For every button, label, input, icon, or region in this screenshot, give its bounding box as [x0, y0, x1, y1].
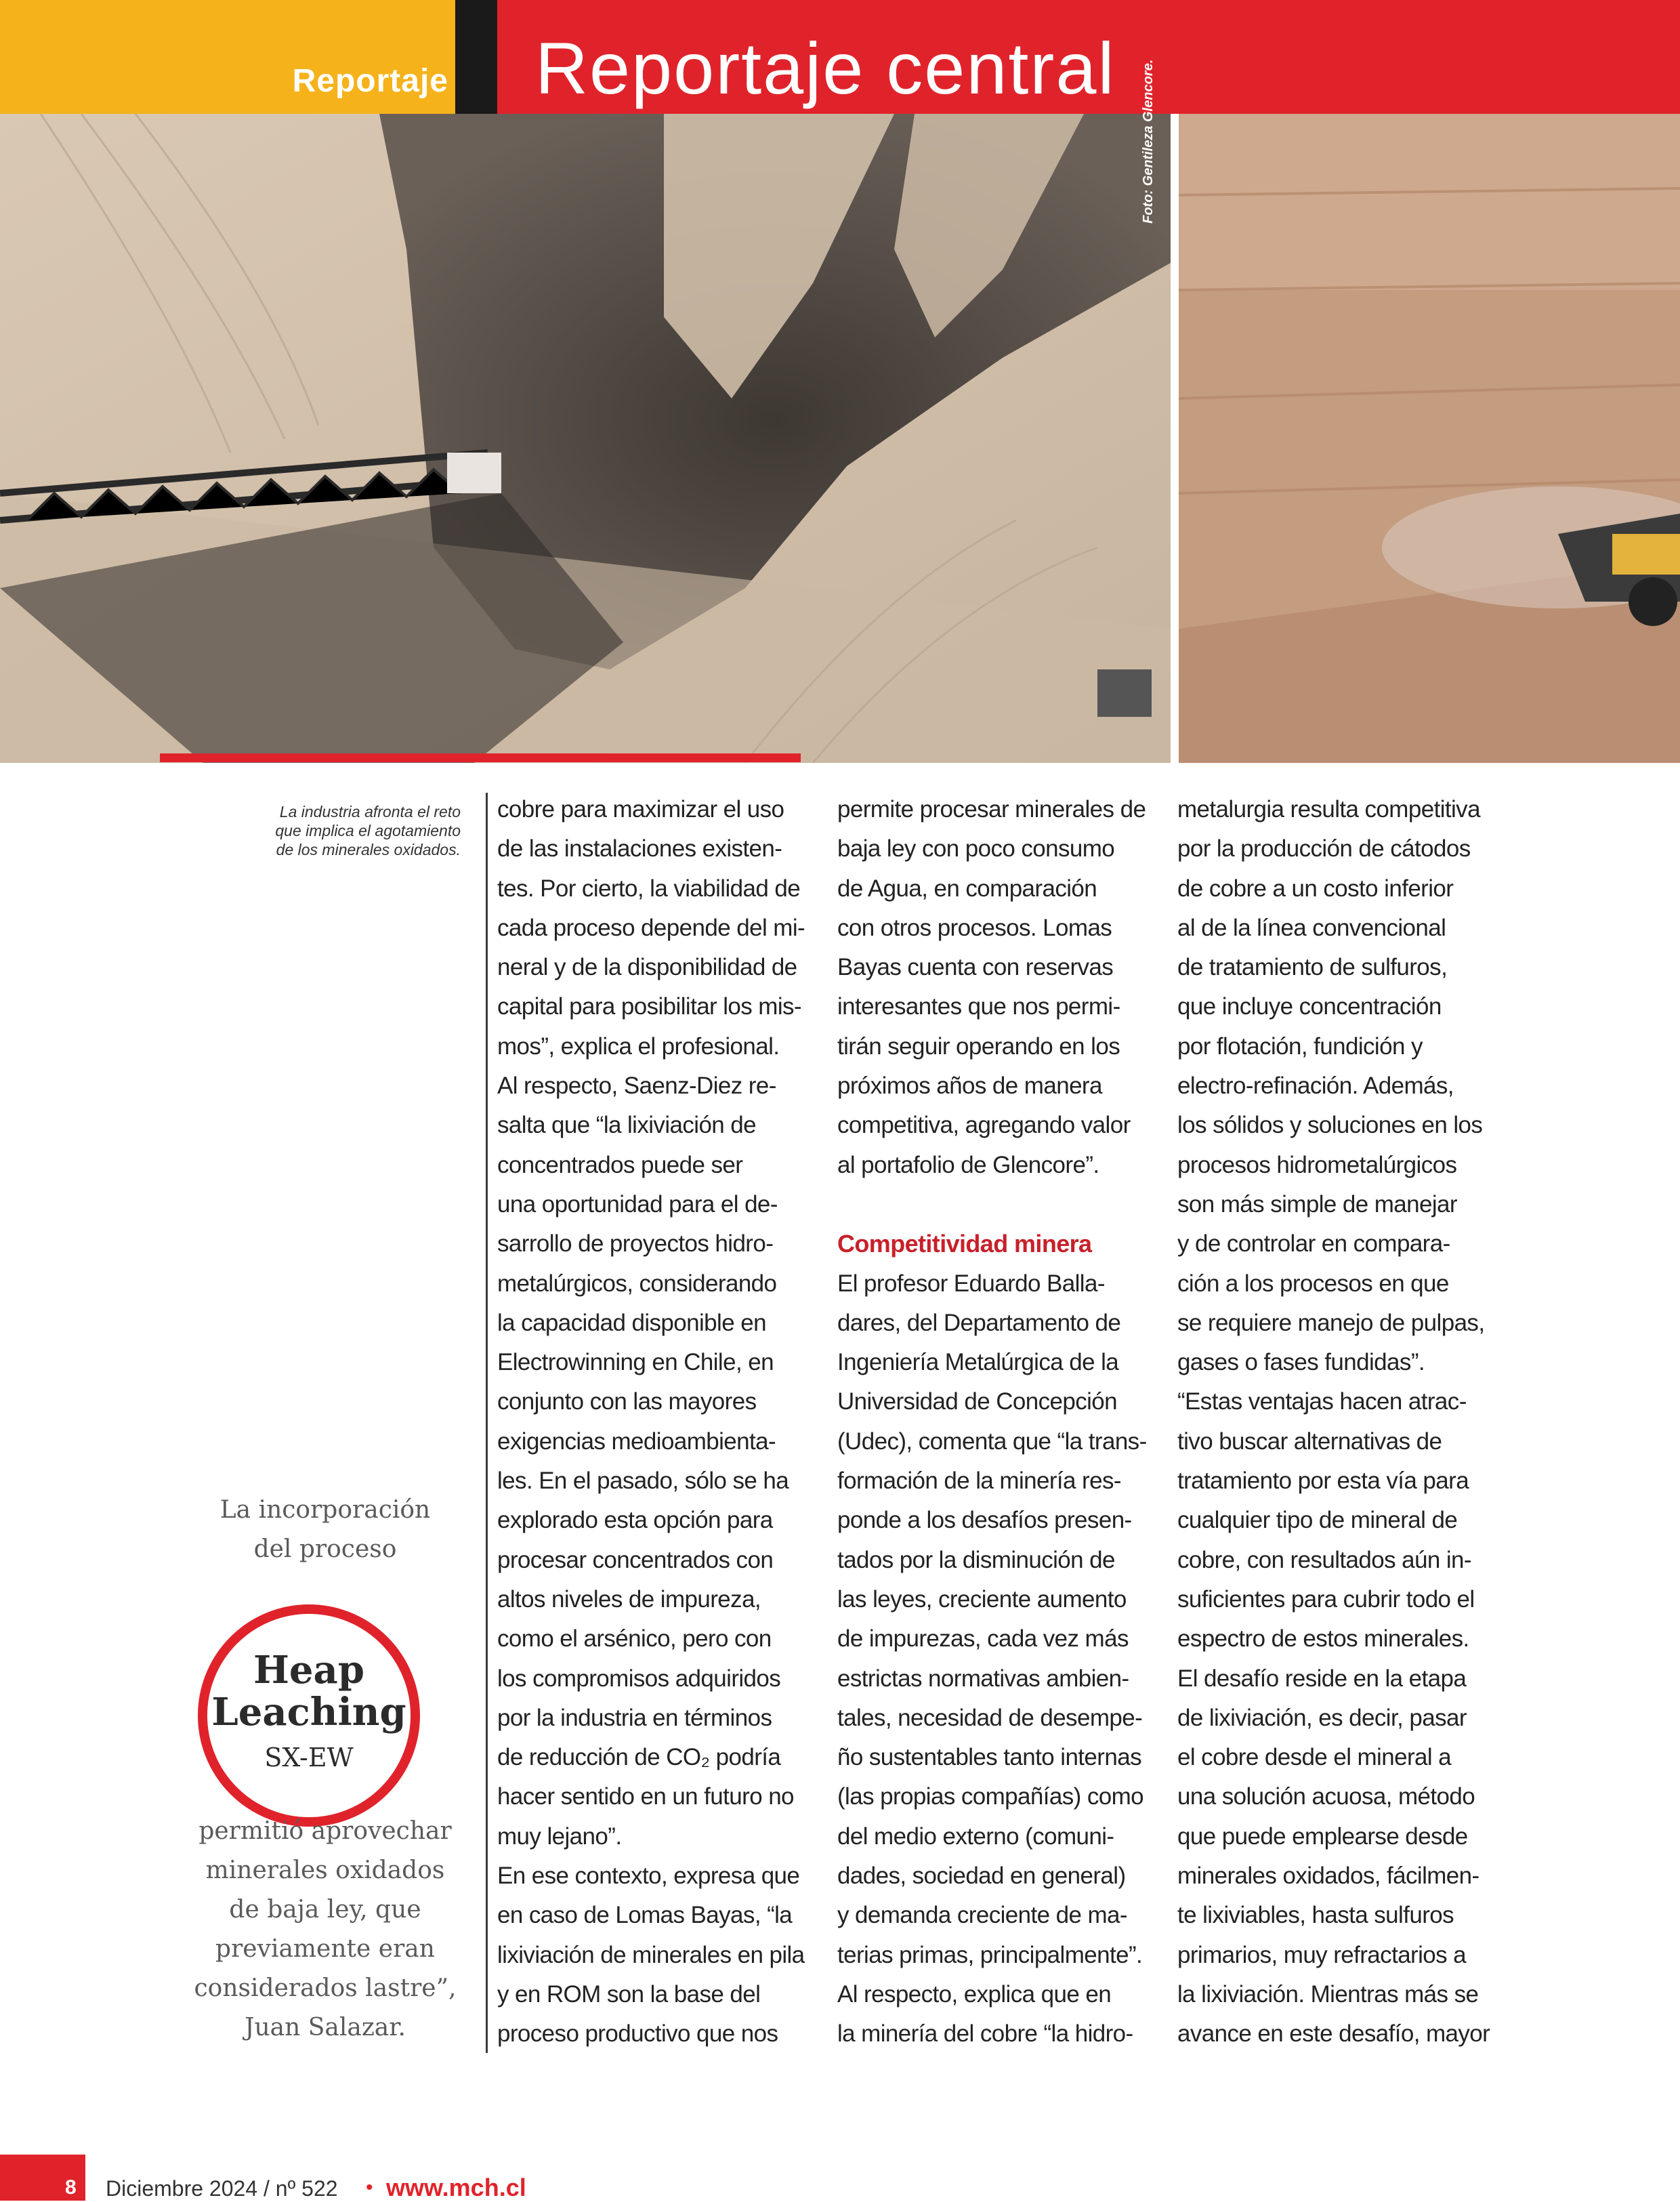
text-line: del medio externo (comuni- — [837, 1823, 1114, 1850]
website-link[interactable]: www.mch.cl — [386, 2174, 526, 2201]
caption-line: que implica el agotamiento — [275, 822, 461, 839]
article-column-3 — [1177, 790, 1490, 2054]
text-line: conjunto con las mayores — [497, 1388, 757, 1415]
text-line: Ingeniería Metalúrgica de la — [837, 1349, 1119, 1376]
text-line: metalurgia resulta competitiva — [1177, 796, 1480, 823]
text-line: tratamiento por esta vía para — [1177, 1468, 1469, 1495]
text-line: formación de la minería res- — [837, 1468, 1121, 1495]
issue-info: Diciembre 2024 / nº 522 — [106, 2176, 338, 2201]
pull-quote-line: del proceso — [253, 1535, 397, 1563]
text-line: electro-refinación. Además, — [1177, 1073, 1454, 1100]
caption-line: de los minerales oxidados. — [276, 841, 461, 858]
text-line: espectro de estos minerales. — [1177, 1625, 1469, 1653]
text-line: que puede emplearse desde — [1177, 1823, 1468, 1850]
text-line: permite procesar minerales de — [837, 796, 1146, 823]
text-line: estrictas normativas ambien- — [837, 1665, 1129, 1692]
pull-quote-line: previamente eran — [215, 1935, 435, 1963]
text-line: la capacidad disponible en — [497, 1309, 766, 1336]
text-line: de cobre a un costo inferior — [1177, 875, 1454, 902]
badge-line-sxew: SX-EW — [264, 1743, 354, 1772]
text-line: exigencias medioambienta- — [497, 1428, 776, 1455]
heap-leaching-badge — [198, 1604, 420, 1827]
text-line: El profesor Eduardo Balla- — [837, 1270, 1105, 1297]
text-line: “Estas ventajas hacen atrac- — [1177, 1388, 1467, 1415]
text-line: sarrollo de proyectos hidro- — [497, 1230, 774, 1258]
text-line: metalúrgicos, considerando — [497, 1270, 777, 1297]
text-line: los compromisos adquiridos — [497, 1665, 781, 1692]
text-line: (Udec), comenta que “la trans- — [837, 1428, 1147, 1455]
text-line: altos niveles de impureza, — [497, 1585, 761, 1613]
text-line: explorado esta opción para — [497, 1507, 773, 1534]
text-line: de reducción de CO₂ podría — [497, 1744, 781, 1771]
text-line: salta que “la lixiviación de — [497, 1112, 757, 1139]
text-line: ción a los procesos en que — [1177, 1270, 1449, 1297]
text-line: y demanda creciente de ma- — [837, 1902, 1127, 1929]
text-line: tivo buscar alternativas de — [1177, 1428, 1442, 1455]
text-line: gases o fases fundidas”. — [1177, 1349, 1425, 1376]
text-line: competitiva, agregando valor — [837, 1112, 1131, 1139]
text-line: cualquier tipo de mineral de — [1177, 1507, 1458, 1534]
text-line: primarios, muy refractarios a — [1177, 1941, 1467, 1968]
text-line: cobre para maximizar el uso — [497, 796, 784, 823]
text-line: de tratamiento de sulfuros, — [1177, 954, 1448, 981]
text-line: tes. Por cierto, la viabilidad de — [497, 875, 801, 902]
badge-line-leaching: Leaching — [211, 1690, 406, 1734]
text-line: la minería del cobre “la hidro- — [837, 2020, 1133, 2048]
text-line: lixiviación de minerales en pila — [497, 1941, 805, 1968]
text-line: suficientes para cubrir todo el — [1177, 1585, 1475, 1613]
photo-credit: Foto: Gentileza Glencore. — [1141, 59, 1156, 224]
text-line: dares, del Departamento de — [837, 1309, 1121, 1336]
text-line: al portafolio de Glencore”. — [837, 1151, 1099, 1178]
subheading: Competitividad minera — [837, 1230, 1092, 1258]
pull-quote-line: considerados lastre”, — [194, 1974, 457, 2002]
pull-quote-body — [169, 1812, 481, 2048]
text-line: les. En el pasado, sólo se ha — [497, 1468, 789, 1495]
section-tag: Reportaje — [292, 63, 448, 99]
photo-caption — [257, 802, 461, 859]
page-number: 8 — [65, 2176, 77, 2199]
pull-quote-line: Juan Salazar. — [245, 2014, 406, 2041]
text-line: Bayas cuenta con reservas — [837, 954, 1114, 981]
text-line: de impurezas, cada vez más — [837, 1625, 1129, 1653]
text-line: procesos hidrometalúrgicos — [1177, 1151, 1457, 1178]
pull-quote-line: minerales oxidados — [205, 1856, 445, 1884]
text-line: ño sustentables tanto internas — [837, 1744, 1141, 1771]
text-line: el cobre desde el mineral a — [1177, 1744, 1452, 1771]
caption-line: La industria afronta el reto — [279, 803, 461, 820]
text-line: próximos años de manera — [837, 1073, 1102, 1100]
pull-quote-line: permitió aprovechar — [198, 1817, 452, 1845]
text-line: avance en este desafío, mayor — [1177, 2020, 1490, 2048]
text-line: mos”, explica el profesional. — [497, 1033, 780, 1060]
text-line: se requiere manejo de pulpas, — [1177, 1309, 1485, 1336]
text-line: tales, necesidad de desempe- — [837, 1704, 1143, 1731]
pull-quote-line: de baja ley, que — [229, 1896, 421, 1924]
text-line: dades, sociedad en general) — [837, 1863, 1126, 1890]
header-divider-block — [455, 0, 497, 114]
text-line: los sólidos y soluciones en los — [1177, 1112, 1483, 1139]
section-title: Reportaje central — [535, 27, 1116, 109]
text-line: Electrowinning en Chile, en — [497, 1349, 774, 1376]
text-line: por la industria en términos — [497, 1704, 772, 1731]
text-line: y de controlar en compara- — [1177, 1230, 1450, 1258]
text-line: neral y de la disponibilidad de — [497, 954, 797, 981]
article-column-2 — [837, 790, 1146, 2054]
text-line: muy lejano”. — [497, 1823, 622, 1850]
text-line: con otros procesos. Lomas — [837, 914, 1112, 941]
article-column-1 — [497, 790, 805, 2054]
text-line: procesar concentrados con — [497, 1546, 774, 1573]
text-line: una solución acuosa, método — [1177, 1783, 1475, 1810]
text-line: como el arsénico, pero con — [497, 1625, 772, 1653]
paragraph-gap — [837, 1185, 1146, 1224]
text-line: por flotación, fundición y — [1177, 1033, 1423, 1060]
text-line: Al respecto, Saenz-Diez re- — [497, 1073, 776, 1100]
text-line: concentrados puede ser — [497, 1151, 743, 1178]
red-accent-rule — [160, 753, 801, 762]
column-divider — [486, 793, 488, 2053]
text-line: te lixiviables, hasta sulfuros — [1177, 1902, 1454, 1929]
text-line: las leyes, creciente aumento — [837, 1585, 1127, 1613]
badge-line-heap: Heap — [253, 1648, 364, 1692]
text-line: tirán seguir operando en los — [837, 1033, 1120, 1060]
pull-quote-intro — [169, 1491, 481, 1569]
text-line: de lixiviación, es decir, pasar — [1177, 1704, 1467, 1731]
text-line: hacer sentido en un futuro no — [497, 1783, 794, 1810]
text-line: al de la línea convencional — [1177, 914, 1446, 941]
text-line: Universidad de Concepción — [837, 1388, 1118, 1415]
text-line: de Agua, en comparación — [837, 875, 1097, 902]
text-line: El desafío reside en la etapa — [1177, 1665, 1467, 1692]
text-line: la lixiviación. Mientras más se — [1177, 1980, 1479, 2008]
text-line: terias primas, principalmente”. — [837, 1941, 1143, 1968]
text-line: baja ley con poco consumo — [837, 835, 1115, 863]
text-line: interesantes que nos permi- — [837, 993, 1120, 1020]
text-line: que incluye concentración — [1177, 993, 1442, 1020]
text-line: en caso de Lomas Bayas, “la — [497, 1902, 793, 1929]
text-line: una oportunidad para el de- — [497, 1190, 778, 1218]
text-line: Al respecto, explica que en — [837, 1980, 1112, 2008]
text-line: En ese contexto, expresa que — [497, 1863, 800, 1890]
text-line: ponde a los desafíos presen- — [837, 1507, 1132, 1534]
text-line: cobre, con resultados aún in- — [1177, 1546, 1471, 1573]
pull-quote-line: La incorporación — [219, 1496, 431, 1524]
text-line: (las propias compañías) como — [837, 1783, 1144, 1810]
text-line: capital para posibilitar los mis- — [497, 993, 801, 1020]
text-line: por la producción de cátodos — [1177, 835, 1471, 863]
photo-haul-truck — [1179, 114, 1680, 763]
text-line: de las instalaciones existen- — [497, 835, 782, 863]
photo-heap-stacker — [0, 114, 1171, 763]
text-line: minerales oxidados, fácilmen- — [1177, 1863, 1479, 1890]
text-line: cada proceso depende del mi- — [497, 914, 805, 941]
text-line: son más simple de manejar — [1177, 1190, 1457, 1218]
footer-separator: • — [366, 2176, 373, 2199]
text-line: tados por la disminución de — [837, 1546, 1115, 1573]
text-line: proceso productivo que nos — [497, 2020, 778, 2048]
text-line: y en ROM son la base del — [497, 1980, 761, 2008]
